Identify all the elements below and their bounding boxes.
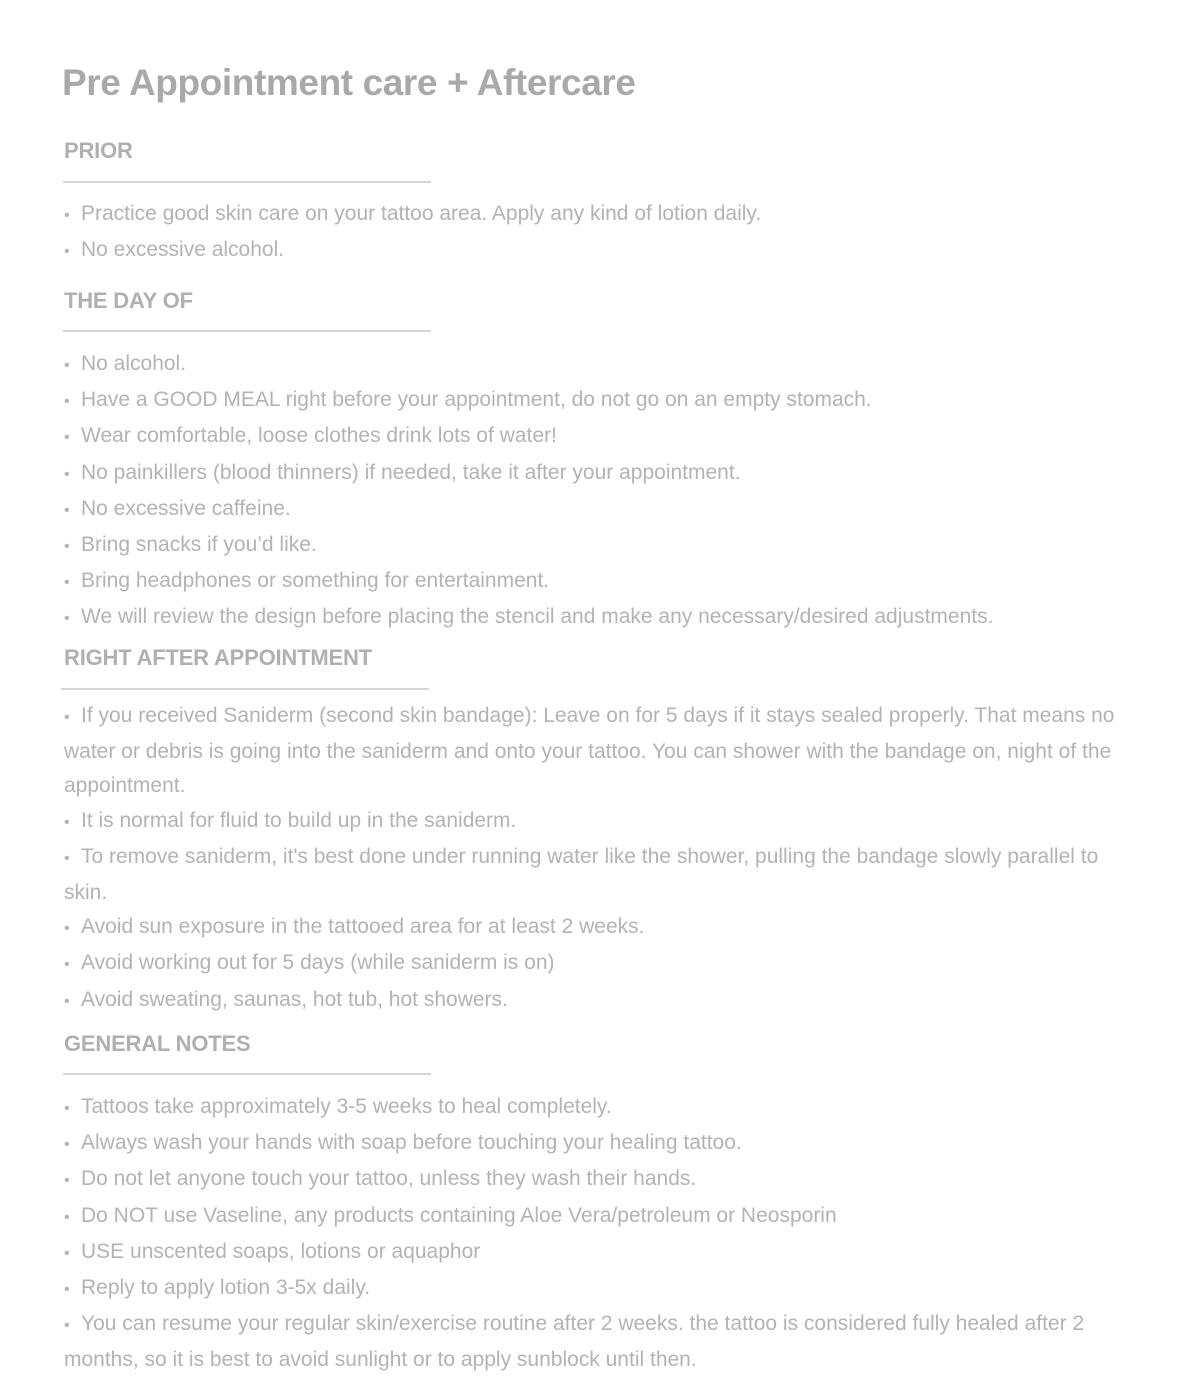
bullet-icon: • [64,1208,70,1226]
page-title: Pre Appointment care + Aftercare [62,62,636,103]
section-divider-prior [63,181,431,183]
list-item: • No painkillers (blood thinners) if needed, take it after your appointment. [64,456,1134,492]
bullet-icon: • [64,465,70,483]
section-heading-day-of: THE DAY OF [64,288,193,313]
list-general-notes [64,1090,1134,1378]
section-heading-prior: PRIOR [64,138,133,163]
list-item: • No excessive caffeine. [64,492,1134,528]
bullet-icon: • [64,1244,70,1262]
bullet-icon: • [64,1281,70,1299]
list-item: • Tattoos take approximately 3-5 weeks to heal completely. [64,1090,1134,1126]
list-item: • Wear comfortable, loose clothes drink lots of water! [64,419,1134,455]
bullet-icon: • [64,207,70,224]
bullet-icon: • [64,920,70,938]
bullet-icon: • [64,1317,70,1335]
bullet-icon: • [64,709,70,726]
list-item: • We will review the design before placing the stencil and make any necessary/desired adjustments. [64,600,1134,636]
list-right-after [64,699,1134,1019]
list-item: • Have a GOOD MEAL right before your appointment, do not go on an empty stomach. [64,383,1134,419]
section-divider-general-notes [63,1073,431,1075]
list-item: • Reply to apply lotion 3-5x daily. [64,1271,1134,1307]
list-day-of [64,347,1134,637]
list-item: • Always wash your hands with soap before touching your healing tattoo. [64,1126,1134,1162]
bullet-icon: • [64,429,70,447]
list-item: • Bring snacks if you’d like. [64,528,1134,564]
list-item: • To remove saniderm, it's best done under running water like the shower, pulling the bandage slowly parallel to skin. [64,840,1134,910]
list-prior [64,197,1134,269]
list-item: • If you received Saniderm (second skin bandage): Leave on for 5 days if it stays sealed properly. That means no water or debris is going into the saniderm and onto your tattoo. You can shower with the bandage on, night of the appointment. [64,699,1134,804]
bullet-icon: • [64,393,70,411]
list-item: • Avoid sun exposure in the tattooed area for at least 2 weeks. [64,910,1134,946]
bullet-icon: • [64,610,70,628]
bullet-icon: • [64,1172,70,1190]
list-item: • Bring headphones or something for entertainment. [64,564,1134,600]
bullet-icon: • [64,813,70,831]
bullet-icon: • [64,992,70,1010]
bullet-icon: • [64,956,70,974]
section-heading-right-after: RIGHT AFTER APPOINTMENT [64,645,372,670]
list-item: • No alcohol. [64,347,1134,383]
bullet-icon: • [64,849,70,867]
list-item: • Avoid sweating, saunas, hot tub, hot showers. [64,983,1134,1019]
bullet-icon: • [64,1100,70,1117]
list-item: • Do not let anyone touch your tattoo, unless they wash their hands. [64,1162,1134,1198]
list-item: • USE unscented soaps, lotions or aquaphor [64,1235,1134,1271]
list-item: • Avoid working out for 5 days (while saniderm is on) [64,946,1134,982]
list-item: • It is normal for fluid to build up in the saniderm. [64,804,1134,840]
bullet-icon: • [64,501,70,519]
bullet-icon: • [64,243,70,261]
list-item: • Do NOT use Vaseline, any products containing Aloe Vera/petroleum or Neosporin [64,1199,1134,1235]
section-heading-general-notes: GENERAL NOTES [64,1031,251,1056]
bullet-icon: • [64,1136,70,1154]
section-divider-day-of [63,330,431,332]
bullet-icon: • [64,574,70,592]
list-item: • You can resume your regular skin/exercise routine after 2 weeks. the tattoo is considered fully healed after 2 months, so it is best to avoid sunlight or to apply sunblock until then. [64,1307,1134,1377]
list-item: • Practice good skin care on your tattoo area. Apply any kind of lotion daily. [64,197,1134,233]
bullet-icon: • [64,538,70,556]
section-divider-right-after [61,688,429,690]
bullet-icon: • [64,357,70,374]
list-item: • No excessive alcohol. [64,233,1134,269]
